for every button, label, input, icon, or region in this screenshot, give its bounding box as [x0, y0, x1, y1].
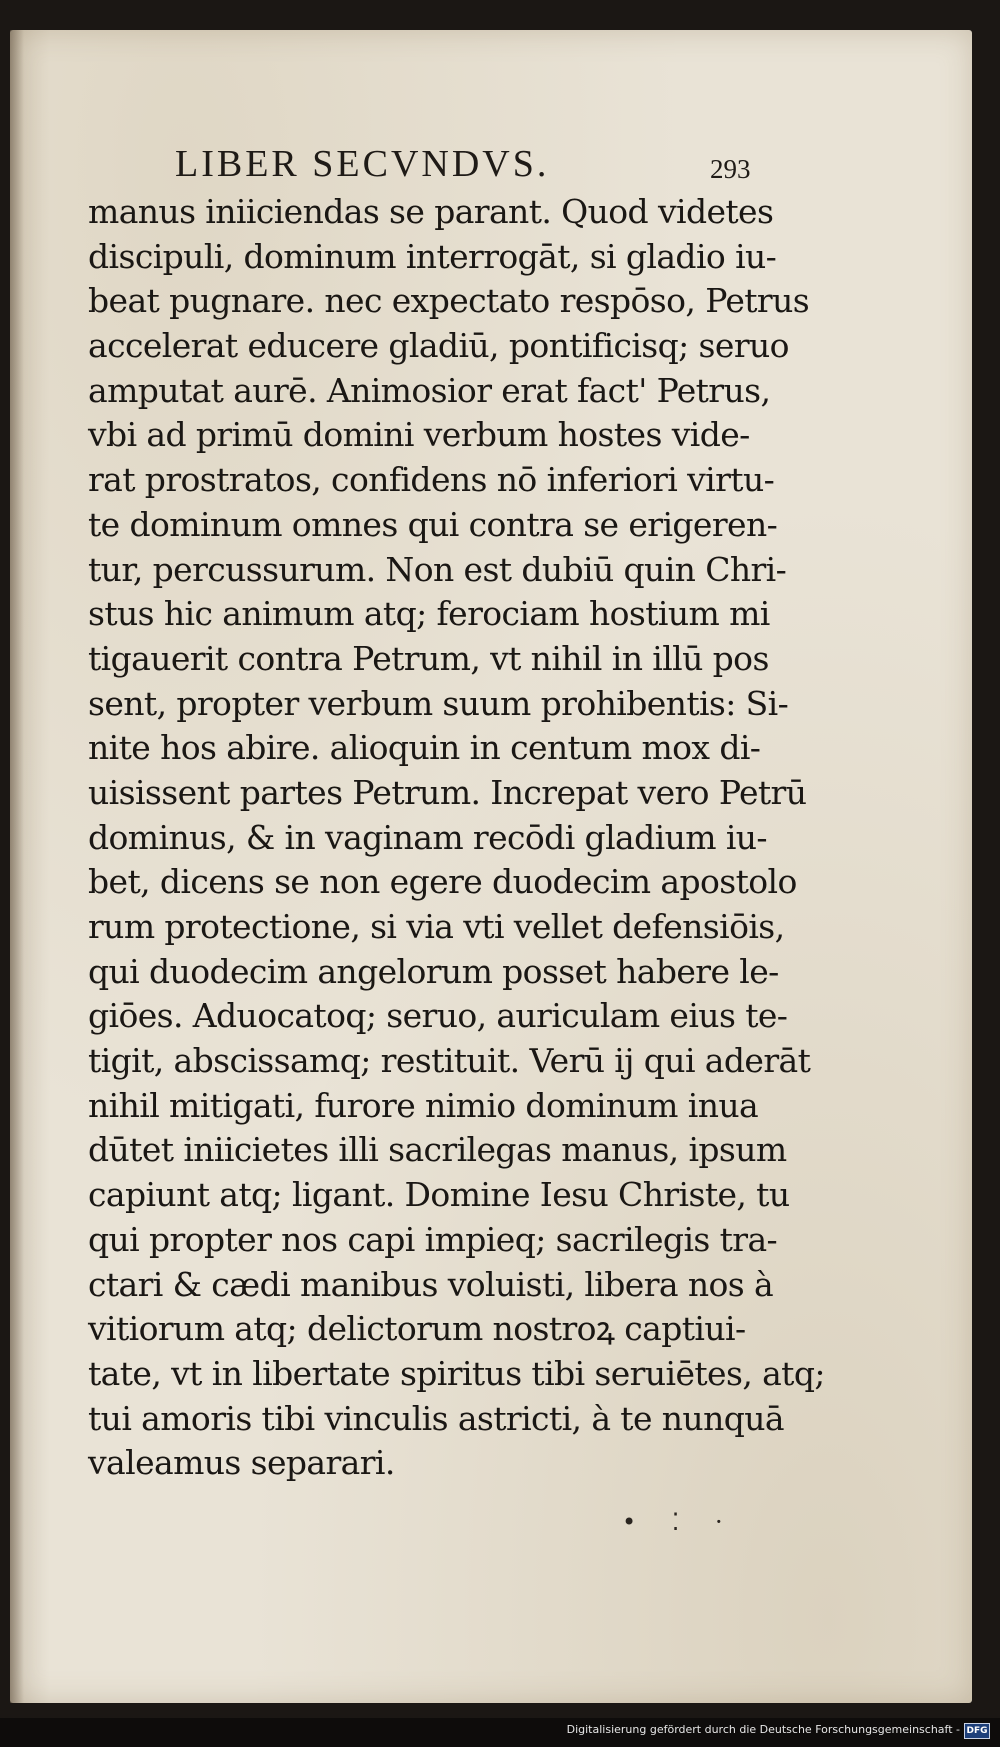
text-line: tui amoris tibi vinculis astricti, à te nunquā — [88, 1398, 784, 1438]
dfg-logo: DFG — [964, 1723, 990, 1739]
text-line: valeamus separari. — [88, 1443, 395, 1483]
text-line: discipuli, dominum interrogāt, si gladio iu- — [88, 236, 777, 276]
spine-shadow — [10, 30, 24, 1703]
text-line: vitiorum atq; delictorum nostroꝝ captiui- — [88, 1309, 746, 1349]
text-line: rat prostratos, confidens nō inferiori virtu- — [88, 460, 775, 500]
text-line: amputat aurē. Animosior erat fact' Petrus, — [88, 370, 771, 410]
text-line: capiunt atq; ligant. Domine Iesu Christe, tu — [88, 1175, 790, 1215]
page-number: 293 — [710, 154, 751, 184]
text-line: tur, percussurum. Non est dubiū quin Chri- — [88, 549, 787, 589]
body-text — [88, 190, 825, 1486]
text-line: uisissent partes Petrum. Increpat vero Petrū — [88, 772, 807, 812]
text-line: rum protectione, si via vti vellet defensiōis, — [88, 907, 785, 946]
text-line: dūtet iniicietes illi sacrilegas manus, ipsum — [88, 1130, 787, 1170]
text-line: qui duodecim angelorum posset habere le- — [88, 951, 779, 991]
footer-bar — [0, 1718, 1000, 1747]
text-line: accelerat educere gladiū, pontificisq; seruo — [88, 326, 789, 366]
text-line: tigit, abscissamq; restituit. Verū ij qui aderāt — [88, 1041, 811, 1081]
text-line: te dominum omnes qui contra se erigeren- — [88, 504, 778, 544]
text-line: beat pugnare. nec expectato respōso, Petrus — [88, 281, 810, 321]
book-page — [10, 30, 972, 1703]
text-line: bet, dicens se non egere duodecim apostolo — [88, 862, 797, 902]
text-line: tate, vt in libertate spiritus tibi seruiētes, atq; — [88, 1353, 825, 1393]
text-line: tigauerit contra Petrum, vt nihil in illū pos — [88, 638, 769, 678]
text-line: sent, propter verbum suum prohibentis: Si- — [88, 683, 789, 723]
text-line: stus hic animum atq; ferociam hostium mi — [88, 594, 770, 634]
text-line: vbi ad primū domini verbum hostes vide- — [88, 415, 750, 455]
text-line: giōes. Aduocatoq; seruo, auriculam eius te- — [88, 996, 788, 1036]
text-line: qui propter nos capi impieq; sacrilegis tra- — [88, 1219, 778, 1259]
text-line: nite hos abire. alioquin in centum mox di- — [88, 728, 761, 768]
end-ornament: • ⁚ · — [622, 1508, 737, 1536]
running-head: LIBER SECVNDVS. — [175, 143, 550, 185]
text-line: ctari & cædi manibus voluisti, libera nos à — [88, 1264, 774, 1304]
text-line: nihil mitigati, furore nimio dominum inua — [88, 1085, 759, 1125]
text-line: manus iniiciendas se parant. Quod videtes — [88, 192, 774, 231]
funding-credit: Digitalisierung gefördert durch die Deutsche Forschungsgemeinschaft - — [566, 1723, 960, 1736]
text-line: dominus, & in vaginam recōdi gladium iu- — [88, 817, 767, 857]
